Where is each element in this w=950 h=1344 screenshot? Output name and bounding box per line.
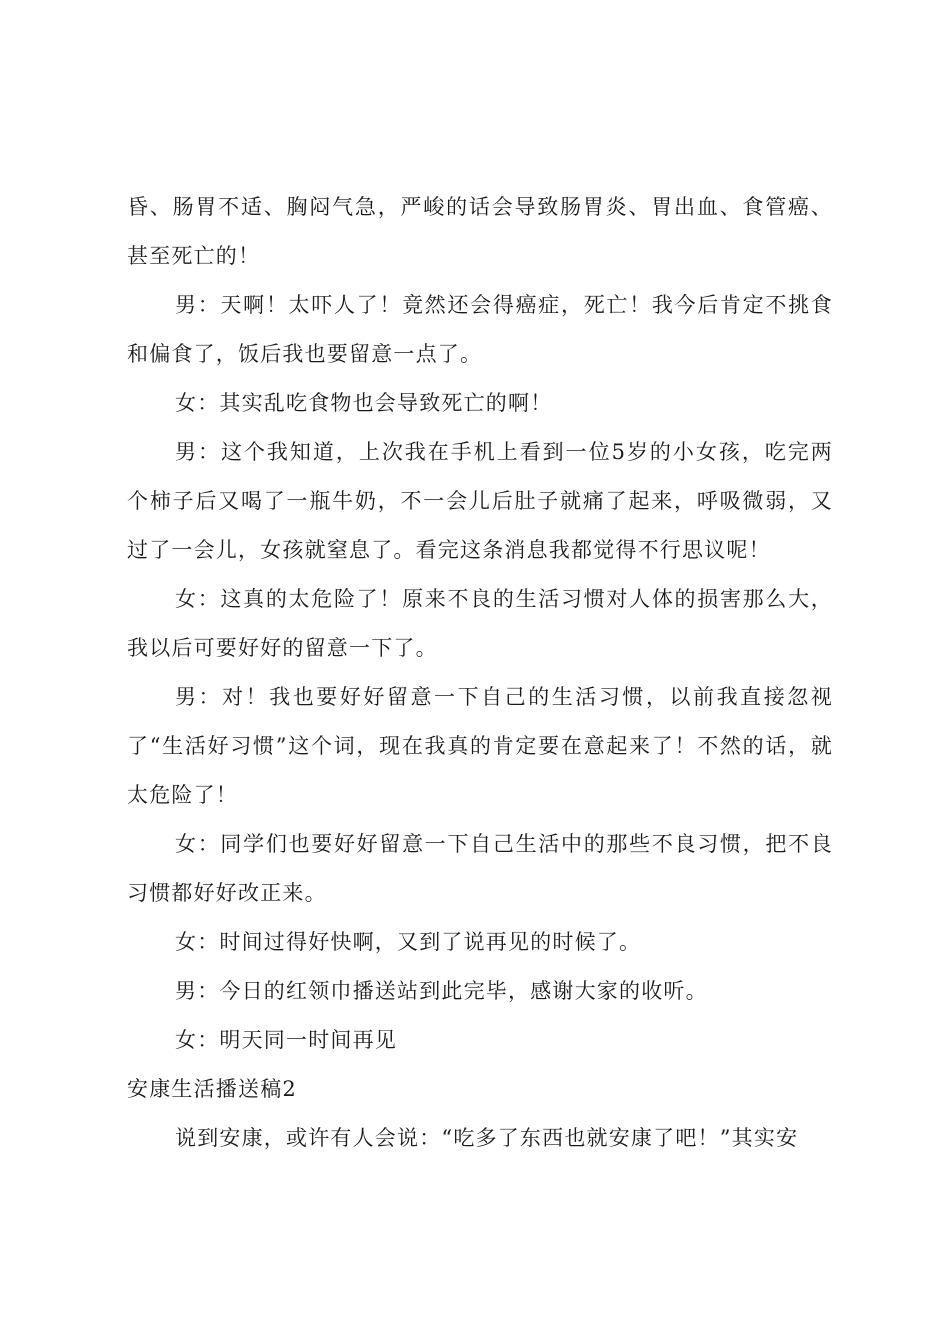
paragraph-2: 男：天啊！太吓人了！竟然还会得癌症，死亡！我今后肯定不挑食和偏食了，饭后我也要留意一点了。 (127, 293, 833, 366)
document-page (127, 183, 833, 1163)
paragraph-8: 女：时间过得好快啊，又到了说再见的时候了。 (175, 930, 642, 954)
paragraph-6: 男：对！我也要好好留意一下自己的生活习惯，以前我直接忽视了“生活好习惯”这个词，现在我真的肯定要在意起来了！不然的话，就太危险了！ (127, 685, 833, 807)
paragraph-11: 说到安康，或许有人会说：“吃多了东西也就安康了吧！”其实安 (175, 1126, 799, 1150)
paragraph-9: 男：今日的红领巾播送站到此完毕，感谢大家的收听。 (175, 979, 708, 1003)
paragraph-7: 女：同学们也要好好留意一下自己生活中的那些不良习惯，把不良习惯都好好改正来。 (127, 832, 833, 905)
paragraph-1: 昏、肠胃不适、胸闷气急，严峻的话会导致肠胃炎、胃出血、食管癌、甚至死亡的！ (127, 195, 833, 268)
paragraph-10: 女：明天同一时间再见 (175, 1028, 397, 1052)
section-heading: 安康生活播送稿2 (127, 1077, 297, 1101)
paragraph-5: 女：这真的太危险了！原来不良的生活习惯对人体的损害那么大，我以后可要好好的留意一下了。 (127, 587, 833, 660)
paragraph-4: 男：这个我知道，上次我在手机上看到一位5岁的小女孩，吃完两个柿子后又喝了一瓶牛奶，不一会儿后肚子就痛了起来，呼吸微弱，又过了一会儿，女孩就窒息了。看完这条消息我都觉得不行思议呢！ (127, 440, 833, 562)
paragraph-3: 女：其实乱吃食物也会导致死亡的啊！ (175, 391, 553, 415)
